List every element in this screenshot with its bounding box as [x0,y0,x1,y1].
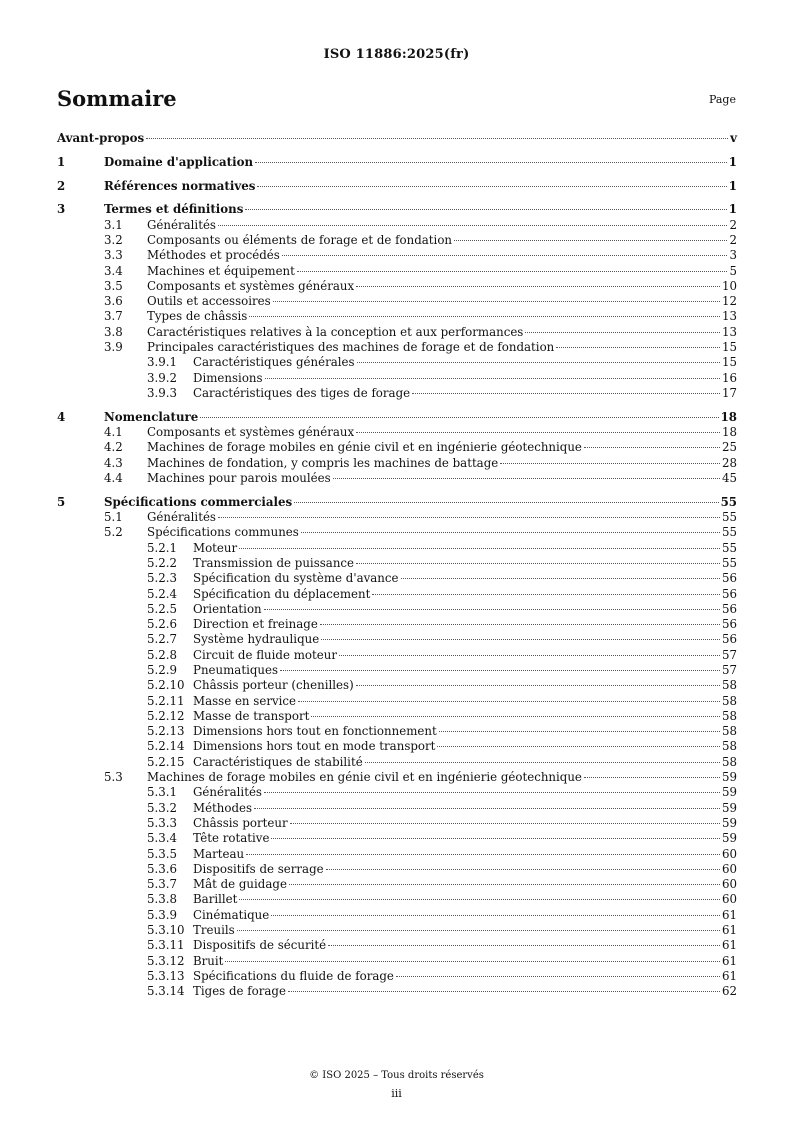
toc-entry-label: Spécifications communes [147,525,299,540]
toc-entry[interactable] [57,440,737,455]
dot-leader [454,240,727,241]
toc-entry-page: 60 [721,877,737,892]
dot-leader [264,609,720,610]
toc-entry[interactable] [57,648,737,663]
dot-leader [356,685,720,686]
dot-leader [339,655,720,656]
toc-entry-page: 56 [721,617,737,632]
toc-entry-label: Généralités [147,217,216,232]
toc-entry-number: 5.1 [104,510,123,525]
toc-entry-page: 1 [728,178,737,193]
toc-entry[interactable] [57,131,737,146]
toc-entry-page: 58 [721,739,737,754]
toc-entry-label: Dimensions hors tout en fonctionnement [193,724,437,739]
dot-leader [146,138,728,139]
toc-entry-page: v [730,131,737,145]
toc-entry-number: 5.3.11 [147,938,185,953]
dot-leader [239,548,720,549]
toc-entry-label: Dimensions hors tout en mode transport [193,739,436,754]
toc-entry-number: 3.5 [104,278,123,293]
dot-leader [396,976,720,977]
toc-entry-page: 61 [721,953,737,968]
toc-entry-label: Transmission de puissance [193,555,355,570]
toc-entry[interactable] [57,248,737,263]
toc-entry-number: 5.3.10 [147,923,185,938]
toc-entry-number: 4.1 [104,425,123,440]
toc-entry-page: 60 [721,861,737,876]
toc-entry-label: Spécifications commerciales [104,494,293,509]
copyright-footer: © ISO 2025 – Tous droits réservés [309,1070,484,1081]
toc-entry-number: 5.2.1 [147,540,178,555]
toc-entry-page: 1 [728,202,737,217]
toc-entry[interactable] [57,632,737,647]
toc-entry-number: 5.2.5 [147,601,178,616]
toc-entry[interactable] [57,525,737,540]
toc-entry-label: Bruit [193,953,224,968]
toc-entry-number: 5.3.14 [147,984,185,999]
toc-entry-page: 3 [729,248,737,263]
toc-entry-page: 55 [720,494,737,509]
toc-entry-label: Termes et définitions [104,202,244,217]
toc-entry[interactable] [57,938,737,953]
toc-entry-number: 3.8 [104,324,123,339]
toc-entry[interactable] [57,279,737,294]
toc-entry-label: Caractéristiques relatives à la conception et aux performances [147,324,524,339]
toc-entry[interactable] [57,371,737,386]
dot-leader [218,517,720,518]
dot-leader [265,378,720,379]
toc-entry[interactable] [57,908,737,923]
toc-entry[interactable] [57,969,737,984]
toc-entry-page: 58 [721,724,737,739]
dot-leader [356,563,720,564]
dot-leader [437,746,720,747]
dot-leader [357,362,720,363]
toc-entry-page: 58 [721,678,737,693]
toc-entry-label: Caractéristiques des tiges de forage [193,385,411,400]
toc-entry-label: Domaine d'application [104,154,254,169]
dot-leader [245,209,726,210]
toc-entry-page: 62 [721,984,737,999]
toc-entry-label: Pneumatiques [193,663,279,677]
toc-entry-label: Machines et équipement [147,263,295,278]
toc-entry-number: 3.9.3 [147,385,178,400]
toc-entry[interactable] [57,892,737,907]
toc-entry-number: 5.3.9 [147,907,178,922]
toc-entry-page: 28 [721,455,737,470]
toc-entry[interactable] [57,355,737,370]
toc-entry-page: 58 [721,708,737,723]
toc-entry-label: Orientation [193,601,262,616]
toc-entry-page: 2 [729,217,737,232]
toc-entry-number: 5.2.9 [147,663,178,677]
dot-leader [249,316,720,317]
toc-entry[interactable] [57,541,737,556]
toc-entry-label: Mât de guidage [193,877,287,892]
toc-entry-number: 5.3.3 [147,815,178,830]
toc-entry-number: 5.3.8 [147,892,178,907]
toc-entry[interactable] [57,602,737,617]
toc-entry[interactable] [57,739,737,754]
toc-entry-label: Spécifications du fluide de forage [193,968,394,983]
dot-leader [525,332,720,333]
toc-entry[interactable] [57,218,737,233]
toc-entry[interactable] [57,877,737,892]
toc-entry-label: Spécification du système d'avance [193,571,399,586]
toc-entry[interactable] [57,923,737,938]
toc-entry-label: Spécification du déplacement [193,586,371,601]
toc-entry[interactable] [57,663,737,678]
toc-entry-label: Masse en service [193,693,296,708]
toc-entry-number: 5.2.6 [147,617,178,632]
toc-entry-page: 5 [729,263,737,278]
toc-entry-label: Marteau [193,846,245,861]
toc-entry-number: 5.3.13 [147,968,185,983]
toc-entry-number: 5.2 [104,525,123,540]
toc-entry[interactable] [57,678,737,693]
dot-leader [297,271,728,272]
page-number: iii [391,1087,402,1100]
toc-entry-number: 5.2.13 [147,724,185,739]
dot-leader [298,701,720,702]
toc-entry-number: 5.2.2 [147,555,178,570]
toc-entry-page: 56 [721,586,737,601]
toc-entry[interactable] [57,294,737,309]
toc-entry[interactable] [57,471,737,486]
toc-entry-label: Moteur [193,540,238,555]
toc-entry-label: Composants ou éléments de forage et de fondation [147,232,453,247]
toc-entry-page: 59 [721,800,737,815]
toc-entry-label: Machines de forage mobiles en génie civil et en ingénierie géotechnique [147,440,582,455]
toc-entry-number: 5.3 [104,770,123,785]
toc-entry[interactable] [57,410,737,425]
dot-leader [237,930,720,931]
toc-entry-page: 15 [721,355,737,370]
dot-leader [218,225,728,226]
dot-leader [271,915,720,916]
toc-entry-page: 10 [721,278,737,293]
toc-entry[interactable] [57,386,737,401]
toc-entry[interactable] [57,456,737,471]
toc-entry-page: 59 [721,785,737,800]
toc-entry-label: Principales caractéristiques des machines de forage et de fondation [147,340,555,355]
toc-entry-label: Cinématique [193,907,270,922]
toc-entry-number: 5.3.12 [147,953,185,968]
dot-leader [500,463,720,464]
toc-entry-number: 5.2.10 [147,678,185,693]
toc-entry-number: 5 [57,494,66,509]
toc-entry[interactable] [57,340,737,355]
toc-entry[interactable] [57,984,737,999]
toc-entry-number: 3 [57,202,66,217]
toc-entry-page: 15 [721,340,737,355]
toc-entry-page: 1 [728,154,737,169]
toc-entry-number: 5.2.12 [147,708,185,723]
toc-entry[interactable] [57,425,737,440]
toc-entry-number: 3.9 [104,340,123,355]
dot-leader [282,255,728,256]
toc-entry-number: 3.4 [104,263,123,278]
toc-entry-number: 4.4 [104,470,123,485]
toc-entry-page: 58 [721,754,737,769]
dot-leader [356,286,720,287]
toc-entry-page: 55 [721,510,737,525]
toc-entry-number: 5.3.1 [147,785,178,800]
toc-entry-page: 55 [721,540,737,555]
toc-entry-number: 3.9.2 [147,370,178,385]
dot-leader [320,624,720,625]
toc-entry-page: 45 [721,470,737,485]
dot-leader [556,347,720,348]
toc-entry-number: 3.1 [104,217,123,232]
toc-entry[interactable] [57,617,737,632]
toc-entry-number: 5.3.2 [147,800,178,815]
toc-entry-page: 58 [721,693,737,708]
toc-entry-number: 3.3 [104,248,123,263]
toc-entry-page: 60 [721,892,737,907]
toc-entry-page: 59 [721,770,737,785]
toc-entry-label: Méthodes et procédés [147,248,280,263]
dot-leader [439,731,720,732]
toc-entry[interactable] [57,831,737,846]
toc-entry[interactable] [57,571,737,586]
dot-leader [246,854,720,855]
toc-entry[interactable] [57,325,737,340]
toc-entry-number: 4.3 [104,455,123,470]
dot-leader [225,961,720,962]
toc-entry-number: 3.6 [104,294,123,309]
toc-entry[interactable] [57,862,737,877]
toc-entry[interactable] [57,694,737,709]
toc-entry[interactable] [57,202,737,217]
toc-entry-page: 13 [721,324,737,339]
toc-entry-label: Machines de forage mobiles en génie civil et en ingénierie géotechnique [147,770,582,785]
dot-leader [290,823,720,824]
toc-entry-number: 4 [57,409,66,424]
toc-entry-number: 5.2.4 [147,586,178,601]
dot-leader [271,838,720,839]
dot-leader [356,432,720,433]
toc-entry-page: 56 [721,632,737,647]
dot-leader [311,716,720,717]
toc-entry-number: 2 [57,178,66,193]
toc-entry-label: Caractéristiques générales [193,355,355,370]
toc-entry-page: 16 [721,370,737,385]
toc-entry-number: 5.2.11 [147,693,185,708]
dot-leader [584,447,720,448]
dot-leader [264,792,720,793]
dot-leader [254,808,720,809]
toc-entry-number: 5.2.14 [147,739,185,754]
toc-entry-number: 5.3.6 [147,861,178,876]
toc-entry-page: 2 [729,232,737,247]
toc-entry-number: 4.2 [104,440,123,455]
page-column-label: Page [708,93,736,106]
toc-entry-page: 57 [721,647,737,662]
toc-entry-label: Direction et freinage [193,617,318,632]
toc-entry-page: 56 [721,571,737,586]
toc-entry[interactable] [57,587,737,602]
document-header: ISO 11886:2025(fr) [323,47,470,62]
dot-leader [273,301,720,302]
toc-entry[interactable] [57,510,737,525]
toc-entry-page: 55 [721,555,737,570]
toc-entry[interactable] [57,233,737,248]
toc-entry-page: 56 [721,601,737,616]
dot-leader [239,899,720,900]
toc-entry[interactable] [57,816,737,831]
toc-entry-label: Méthodes [193,800,253,815]
dot-leader [584,777,720,778]
toc-entry-label: Dispositifs de serrage [193,861,324,876]
toc-entry-label: Système hydraulique [193,632,320,647]
toc-entry-number: 5.2.15 [147,754,185,769]
toc-entry[interactable] [57,264,737,279]
toc-entry[interactable] [57,556,737,571]
toc-entry[interactable] [57,309,737,324]
dot-leader [255,162,727,163]
toc-entry-label: Références normatives [104,178,256,193]
toc-entry-number: 3.2 [104,232,123,247]
dot-leader [326,869,720,870]
toc-entry-page: 57 [721,663,737,677]
toc-entry[interactable] [57,847,737,862]
dot-leader [333,478,720,479]
toc-entry[interactable] [57,755,737,770]
toc-entry-label: Circuit de fluide moteur [193,647,337,662]
toc-entry-page: 12 [721,294,737,309]
toc-entry[interactable] [57,709,737,724]
toc-entry[interactable] [57,495,737,510]
dot-leader [301,532,720,533]
toc-entry-page: 25 [721,440,737,455]
dot-leader [280,670,720,671]
toc-entry-number: 5.3.5 [147,846,178,861]
toc-entry-page: 55 [721,525,737,540]
toc-entry-label: Châssis porteur (chenilles) [193,678,354,693]
toc-entry-label: Machines pour parois moulées [147,470,331,485]
toc-entry-page: 59 [721,831,737,846]
dot-leader [328,945,720,946]
dot-leader [294,502,718,503]
toc-entry-number: 5.2.3 [147,571,178,586]
toc-entry-label: Composants et systèmes généraux [147,425,355,440]
page-title: Sommaire [57,86,177,111]
toc-entry-label: Avant-propos [57,131,145,145]
toc-entry[interactable] [57,785,737,800]
toc-entry-number: 5.3.7 [147,877,178,892]
toc-entry-label: Dimensions [193,370,263,385]
toc-entry-label: Barillet [193,892,238,907]
toc-entry-page: 13 [721,309,737,324]
toc-entry-label: Généralités [193,785,262,800]
toc-entry-label: Treuils [193,923,235,938]
toc-entry-number: 5.2.8 [147,647,178,662]
toc-entry-page: 61 [721,907,737,922]
dot-leader [257,186,726,187]
toc-entry-number: 5.3.4 [147,831,178,846]
toc-entry-label: Masse de transport [193,708,310,723]
toc-entry-number: 1 [57,154,66,169]
toc-entry[interactable] [57,954,737,969]
toc-entry-page: 59 [721,815,737,830]
toc-entry[interactable] [57,801,737,816]
toc-entry-label: Généralités [147,510,216,525]
toc-entry-label: Machines de fondation, y compris les machines de battage [147,455,499,470]
toc-entry-number: 3.9.1 [147,355,178,370]
table-of-contents [57,131,737,1000]
dot-leader [321,639,720,640]
toc-entry-page: 61 [721,938,737,953]
toc-entry[interactable] [57,724,737,739]
toc-entry[interactable] [57,179,737,194]
toc-entry-label: Tiges de forage [193,984,286,999]
toc-entry-number: 3.7 [104,309,123,324]
toc-entry-page: 61 [721,923,737,938]
toc-entry-label: Tête rotative [193,831,270,846]
toc-entry-page: 61 [721,968,737,983]
toc-entry-label: Outils et accessoires [147,294,271,309]
toc-entry-label: Dispositifs de sécurité [193,938,327,953]
dot-leader [412,393,720,394]
toc-entry-label: Composants et systèmes généraux [147,278,355,293]
toc-entry-label: Caractéristiques de stabilité [193,754,363,769]
toc-entry[interactable] [57,155,737,170]
dot-leader [289,884,720,885]
dot-leader [288,991,720,992]
dot-leader [365,762,720,763]
toc-entry-label: Nomenclature [104,409,199,424]
toc-entry[interactable] [57,770,737,785]
toc-entry-page: 17 [721,385,737,400]
dot-leader [372,594,720,595]
dot-leader [401,578,720,579]
toc-entry-page: 18 [720,409,737,424]
dot-leader [200,417,718,418]
toc-entry-label: Châssis porteur [193,815,288,830]
toc-entry-number: 5.2.7 [147,632,178,647]
toc-entry-page: 18 [721,425,737,440]
toc-entry-label: Types de châssis [147,309,248,324]
toc-entry-page: 60 [721,846,737,861]
